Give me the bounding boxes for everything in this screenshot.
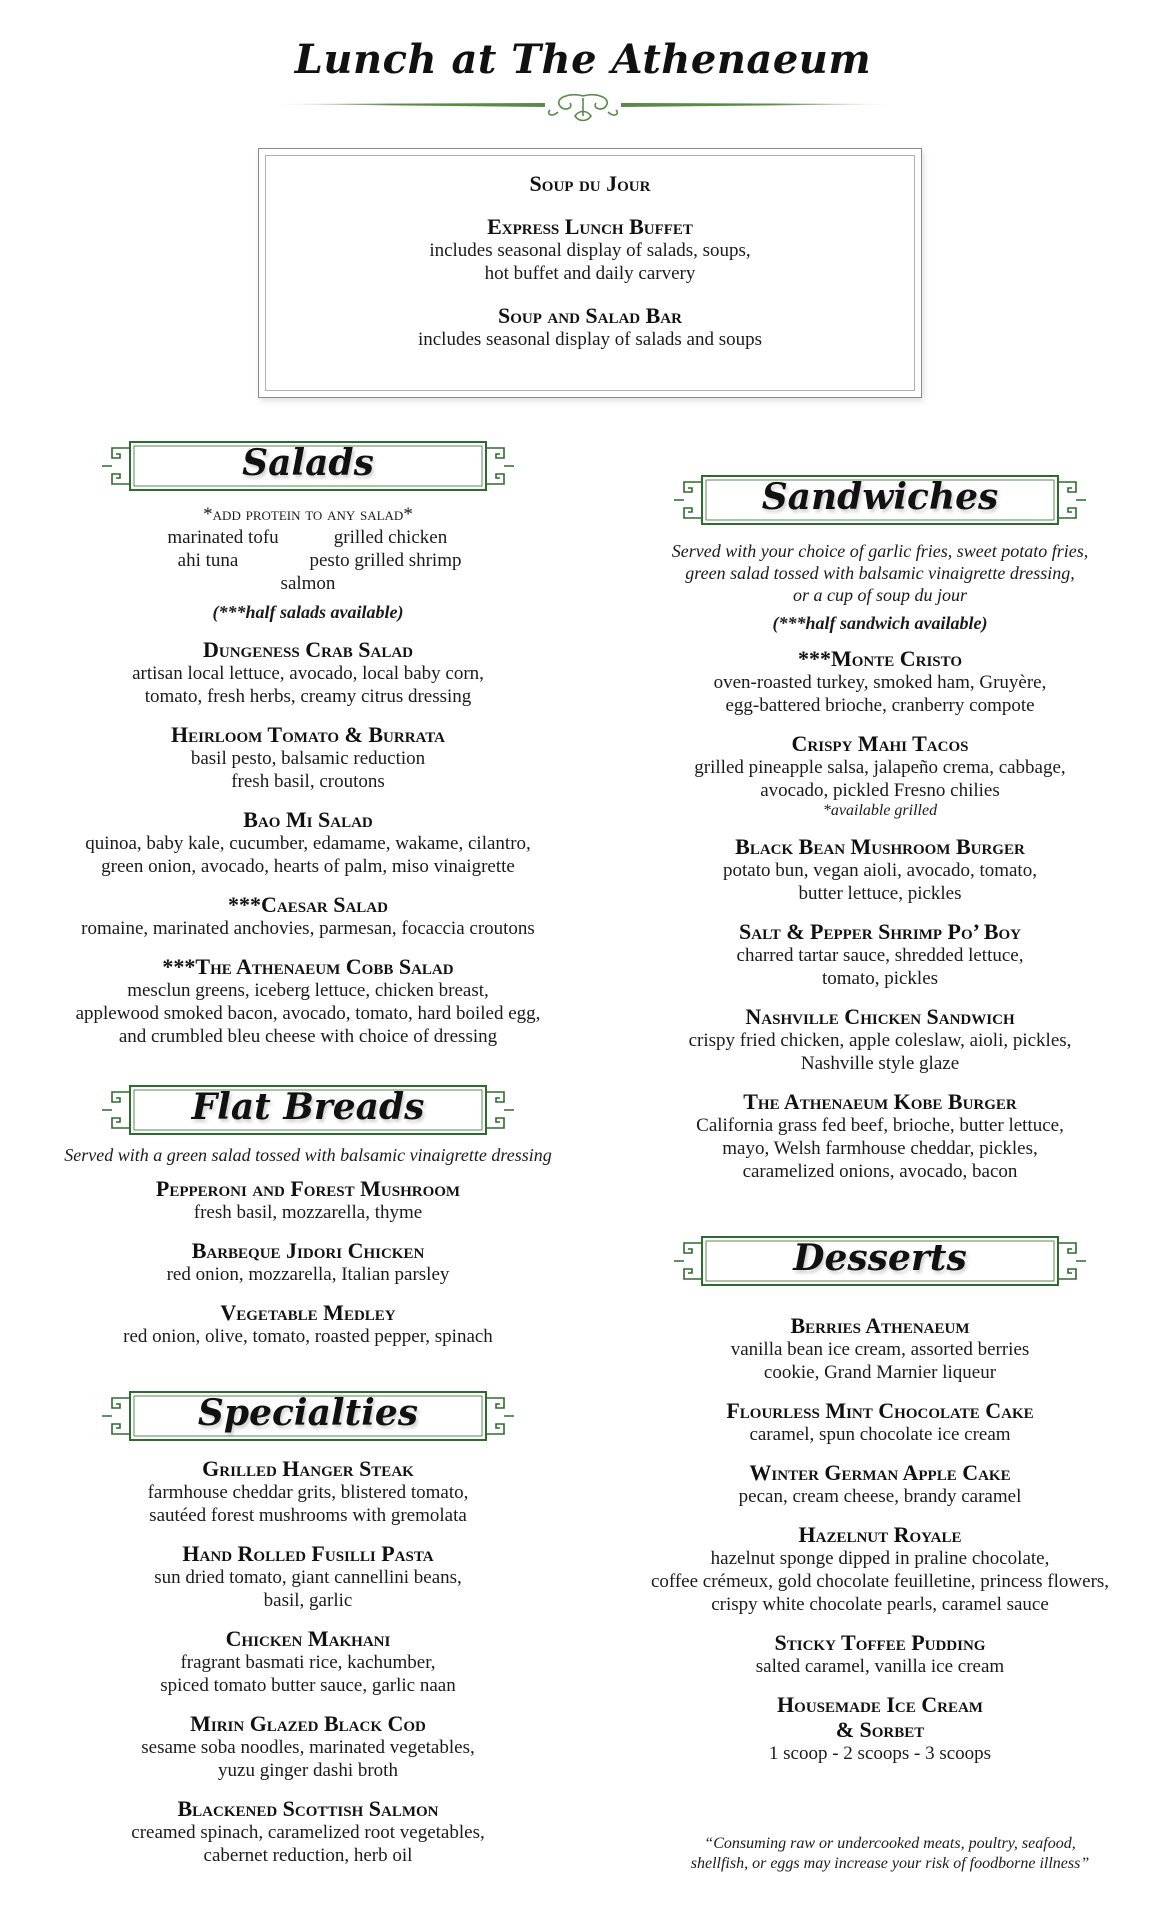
protein-option: salmon [280,573,336,594]
menu-item-description: and crumbled bleu cheese with choice of dressing [118,1026,498,1047]
food-safety-disclaimer [650,1834,1130,1874]
menu-item-name: Crispy Mahi Tacos [791,731,969,756]
left-column [46,434,570,1881]
menu-item-name: Mirin Glazed Black Cod [190,1711,426,1736]
menu-item-description: farmhouse cheddar grits, blistered tomato, [147,1482,469,1503]
menu-item-name: Barbeque Jidori Chicken [191,1238,425,1263]
right-column [628,468,1132,1779]
featured-item [259,303,921,351]
protein-option: ahi tuna [177,550,239,571]
flatbreads-heading: Flat Breads [191,1086,425,1128]
menu-item [628,1460,1132,1508]
menu-item-description: cookie, Grand Marnier liqueur [763,1362,997,1383]
menu-item-name: Vegetable Medley [220,1300,396,1325]
menu-item-description: mesclun greens, iceberg lettuce, chicken breast, [127,980,489,1001]
menu-item-name: Housemade Ice Cream [777,1692,983,1717]
menu-item [46,1711,570,1782]
menu-item [46,1541,570,1612]
menu-item [628,1630,1132,1678]
menu-title: Lunch at The Athenaeum [294,36,872,83]
menu-item-name: Bao Mi Salad [243,807,373,832]
flatbreads-intro: Served with a green salad tossed with balsamic vinaigrette dressing [64,1145,552,1165]
featured-item [259,214,921,285]
featured-item-description: includes seasonal display of salads, soups, [429,240,751,261]
menu-item-description: artisan local lettuce, avocado, local baby corn, [132,663,484,684]
menu-item-description: 1 scoop - 2 scoops - 3 scoops [768,1743,992,1764]
menu-item-description: basil pesto, balsamic reduction [190,748,426,769]
menu-item-name: Hand Rolled Fusilli Pasta [182,1541,434,1566]
menu-item-description: egg-battered brioche, cranberry compote [725,695,1035,716]
menu-item-description: crispy fried chicken, apple coleslaw, aioli, pickles, [688,1030,1072,1051]
menu-item [46,637,570,708]
menu-item [628,646,1132,717]
menu-item-description: fragrant basmati rice, kachumber, [180,1652,436,1673]
sandwiches-intro [628,540,1132,606]
protein-header: *add protein to any salad* [203,504,413,525]
menu-item-name: Black Bean Mushroom Burger [735,834,1025,859]
menu-item-description: avocado, pickled Fresno chilies [760,780,1000,801]
menu-item-description: Nashville style glaze [800,1053,960,1074]
sandwiches-intro-line: or a cup of soup du jour [792,585,967,605]
menu-item-description: basil, garlic [263,1590,353,1611]
menu-item-name: Sticky Toffee Pudding [774,1630,986,1655]
featured-item-description: includes seasonal display of salads and soups [417,329,763,350]
menu-item-description: mayo, Welsh farmhouse cheddar, pickles, [722,1138,1038,1159]
menu-item-description: grilled pineapple salsa, jalapeño crema, cabbage, [694,757,1066,778]
menu-item [628,834,1132,905]
menu-item-description: sesame soba noodles, marinated vegetables, [141,1737,475,1758]
menu-item-name: Blackened Scottish Salmon [177,1796,439,1821]
menu-item-description: cabernet reduction, herb oil [203,1845,413,1866]
protein-option: grilled chicken [333,527,448,548]
salads-banner [98,434,518,498]
menu-item-description: sun dried tomato, giant cannellini beans, [154,1567,462,1588]
menu-item-name: ***Monte Cristo [797,646,963,671]
menu-item [628,1089,1132,1183]
menu-item [46,1300,570,1348]
menu-item-name: Chicken Makhani [225,1626,391,1651]
menu-item-description: pecan, cream cheese, brandy caramel [738,1486,1022,1507]
featured-item-name: Soup du Jour [529,171,651,196]
menu-item-description: green onion, avocado, hearts of palm, miso vinaigrette [101,856,515,877]
flatbreads-list [46,1176,570,1348]
menu-item-description: charred tartar sauce, shredded lettuce, [736,945,1024,966]
menu-item-description: sautéed forest mushrooms with gremolata [149,1505,467,1526]
menu-item [628,731,1132,820]
sandwiches-list [628,646,1132,1183]
menu-item-name: Berries Athenaeum [790,1313,970,1338]
menu-item [46,722,570,793]
menu-item-note: *available grilled [822,802,938,819]
menu-item-description: quinoa, baby kale, cucumber, edamame, wakame, cilantro, [85,833,531,854]
flatbreads-banner [98,1078,518,1142]
specialties-banner [98,1384,518,1448]
disclaimer-line: “Consuming raw or undercooked meats, poultry, seafood, [704,1835,1076,1852]
sandwiches-intro-line: green salad tossed with balsamic vinaigrette dressing, [685,563,1075,583]
protein-option: marinated tofu [167,527,279,548]
menu-item-description: salted caramel, vanilla ice cream [755,1656,1005,1677]
protein-row [46,549,570,572]
menu-item-description: potato bun, vegan aioli, avocado, tomato, [723,860,1037,881]
menu-item-description: red onion, olive, tomato, roasted pepper, spinach [123,1326,493,1347]
protein-row [46,572,570,595]
menu-item [46,1626,570,1697]
menu-item-description: spiced tomato butter sauce, garlic naan [160,1675,456,1696]
menu-item [628,1692,1132,1765]
menu-item-description: fresh basil, mozzarella, thyme [193,1202,423,1223]
featured-item-name: Soup and Salad Bar [498,303,682,328]
featured-item [259,171,921,196]
menu-item-name: Heirloom Tomato & Burrata [171,722,445,747]
menu-item [46,1796,570,1867]
sandwiches-intro-line: Served with your choice of garlic fries, sweet potato fries, [671,541,1089,561]
menu-item [628,1398,1132,1446]
sandwiches-banner [670,468,1090,532]
menu-item-description: creamed spinach, caramelized root vegetables, [131,1822,485,1843]
desserts-heading: Desserts [793,1237,967,1279]
menu-item [628,1313,1132,1384]
menu-item [46,1238,570,1286]
half-salads-note: (***half salads available) [212,602,404,622]
protein-option: pesto grilled shrimp [309,550,462,571]
menu-item [46,1456,570,1527]
menu-item [46,807,570,878]
menu-item-description: hazelnut sponge dipped in praline chocolate, [710,1548,1050,1569]
menu-item-description: fresh basil, croutons [231,771,385,792]
salads-list [46,637,570,1048]
menu-item [46,892,570,940]
menu-item-description: applewood smoked bacon, avocado, tomato, hard boiled egg, [75,1003,541,1024]
menu-item-name: Flourless Mint Chocolate Cake [726,1398,1034,1423]
menu-item-name: ***Caesar Salad [228,892,388,917]
title-flourish-ornament [270,92,896,124]
menu-item-name: Grilled Hanger Steak [202,1456,414,1481]
menu-item-name: The Athenaeum Kobe Burger [743,1089,1017,1114]
specialties-list [46,1456,570,1867]
menu-item-description: oven-roasted turkey, smoked ham, Gruyère, [713,672,1047,693]
menu-item-description: coffee crémeux, gold chocolate feuilletine, princess flowers, [650,1571,1110,1592]
menu-item-name: Salt & Pepper Shrimp Po’ Boy [739,919,1021,944]
menu-item-description: caramel, spun chocolate ice cream [749,1424,1011,1445]
menu-item [628,919,1132,990]
specialties-heading: Specialties [197,1392,419,1434]
menu-item [46,1176,570,1224]
menu-item-description: tomato, fresh herbs, creamy citrus dressing [144,686,472,707]
protein-row [46,526,570,549]
menu-item-name: & Sorbet [835,1717,925,1742]
menu-item-description: crispy white chocolate pearls, caramel sauce [711,1594,1049,1615]
menu-item-description: romaine, marinated anchovies, parmesan, focaccia croutons [81,918,535,939]
menu-item [628,1522,1132,1616]
disclaimer-line: shellfish, or eggs may increase your risk of foodborne illness” [690,1855,1090,1872]
menu-item [46,954,570,1048]
menu-item-description: butter lettuce, pickles [798,883,962,904]
desserts-list [628,1313,1132,1765]
featured-buffet-box [258,148,922,398]
menu-item-name: Nashville Chicken Sandwich [745,1004,1015,1029]
menu-item [628,1004,1132,1075]
sandwiches-heading: Sandwiches [761,476,999,518]
salads-heading: Salads [242,442,374,484]
menu-item-name: ***The Athenaeum Cobb Salad [162,954,454,979]
half-sandwich-note: (***half sandwich available) [772,613,988,633]
menu-item-name: Hazelnut Royale [798,1522,962,1547]
menu-item-name: Dungeness Crab Salad [202,637,414,662]
featured-item-description: hot buffet and daily carvery [484,263,696,284]
menu-item-name: Pepperoni and Forest Mushroom [155,1176,461,1201]
menu-item-name: Winter German Apple Cake [749,1460,1011,1485]
featured-item-name: Express Lunch Buffet [487,214,693,239]
menu-item-description: red onion, mozzarella, Italian parsley [166,1264,450,1285]
menu-item-description: vanilla bean ice cream, assorted berries [730,1339,1030,1360]
menu-item-description: tomato, pickles [821,968,939,989]
menu-item-description: yuzu ginger dashi broth [218,1760,398,1781]
menu-item-description: California grass fed beef, brioche, butter lettuce, [696,1115,1064,1136]
menu-item-description: caramelized onions, avocado, bacon [742,1161,1018,1182]
desserts-banner [670,1229,1090,1293]
